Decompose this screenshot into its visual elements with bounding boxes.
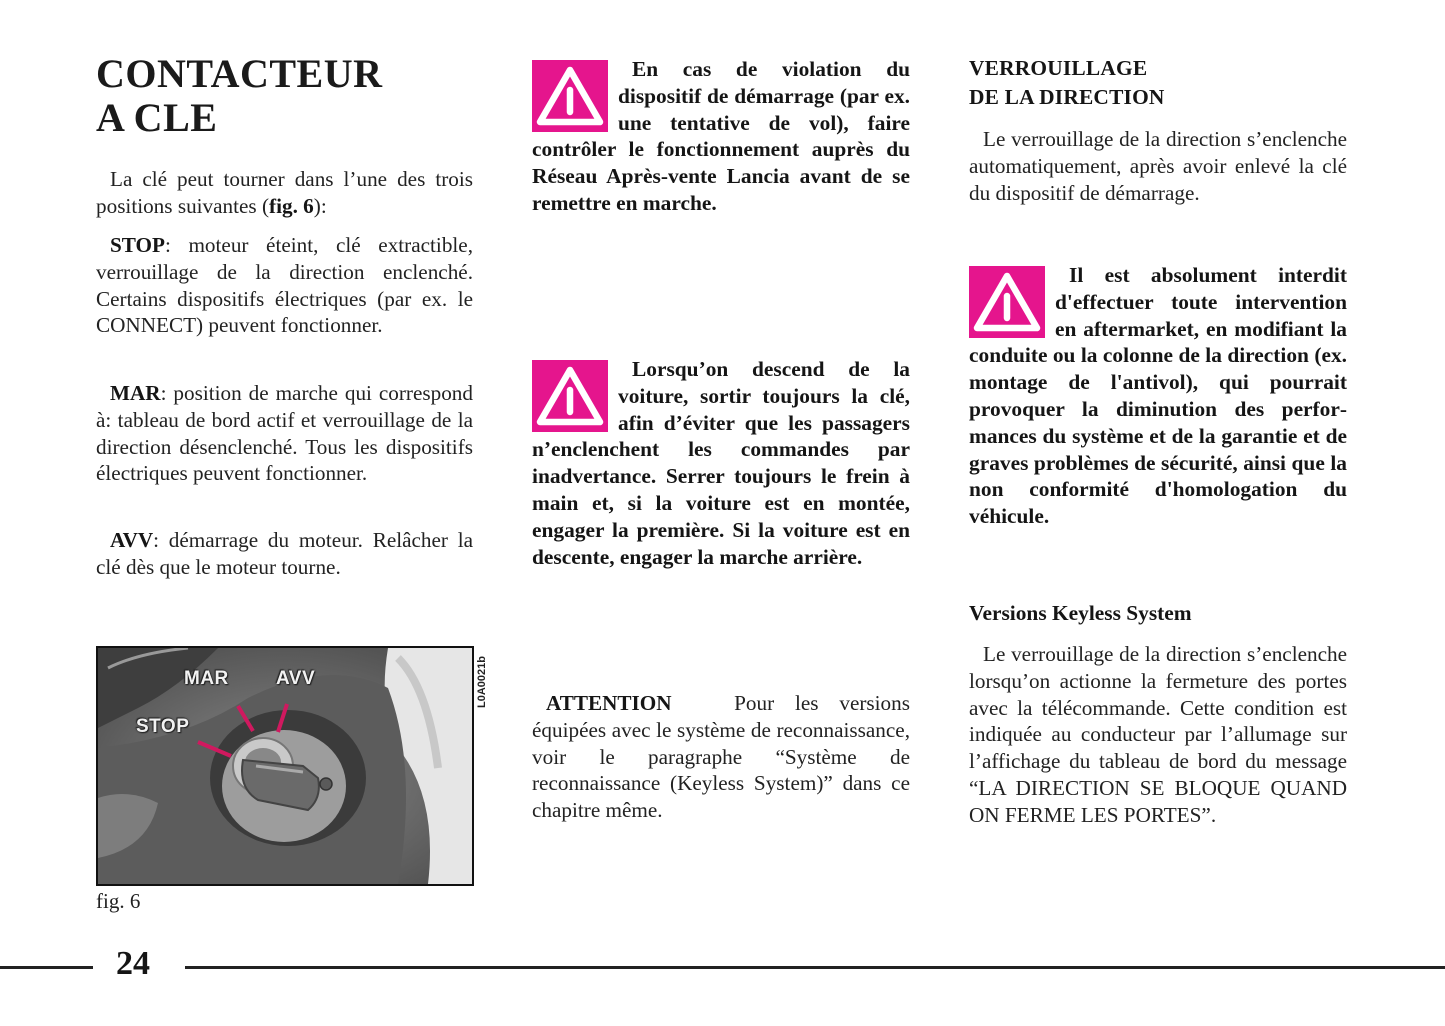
footer-rule-right [185,966,1445,969]
figure-caption: fig. 6 [96,889,141,913]
figure-label-avv: AVV [276,668,316,689]
warning-block-aftermarket [969,262,1347,530]
steering-lock-heading-line-2: DE LA DIRECTION [969,85,1165,109]
warning-block-violation [532,56,910,217]
position-avv-paragraph [96,527,473,581]
attention-text: Pour les versions équipées avec le système de reconnaissance, voir le paragraphe “Système de reconnaissance (Keyless System)” dans ce chapitre même. [532,691,910,823]
attention-label: ATTENTION [546,691,672,715]
page-title-line-2: A CLE [96,95,218,140]
intro-paragraph [96,166,473,220]
page-title [96,52,383,140]
position-stop-key: STOP [110,233,165,257]
intro-text: La clé peut tourner dans l’une des trois positions suivantes ( [96,167,473,218]
keyless-heading: Versions Keyless System [969,601,1192,625]
keyless-paragraph: Le verrouillage de la direction s’enclenche lorsqu’on actionne la fermeture des portes avec la télécommande. Cette condition est indiquée au conducteur par l’allumage sur l’affichage du tableau de bord du message “LA DIRECTION SE BLOQUE QUAND ON FERME LES PORTES”. [969,642,1347,827]
footer-rule-left [0,966,93,969]
figure-label-stop: STOP [136,716,190,737]
position-stop-text: : moteur éteint, clé extractible, verrouillage de la direction enclenché. Certains dispositifs électriques (par ex. le CONNECT) peuvent fonctionner. [96,233,473,338]
position-avv-key: AVV [110,528,154,552]
steering-lock-heading-line-1: VERROUILLAGE [969,56,1148,80]
warning-triangle-icon [532,360,608,432]
figure-label-mar: MAR [184,668,229,689]
warning-triangle-icon [532,60,608,132]
warning-leave-car-text: Lorsqu’on descend de la voiture, sortir toujours la clé, afin d’éviter que les passagers n’enclenchent les commandes par inadvertance. Serrer toujours le frein à main et, si la voiture est en montée, engager la première. Si la voiture est en descente, engager la marche arrière. [532,357,910,569]
position-avv-text: : démarrage du moteur. Relâcher la clé dès que le moteur tourne. [96,528,473,579]
steering-lock-paragraph: Le verrouillage de la direction s’enclenche automatiquement, après avoir enlevé la clé du dispositif de démarrage. [969,127,1347,205]
position-mar-paragraph [96,380,473,487]
warning-block-leave-car [532,356,910,570]
intro-end: ): [313,193,327,218]
warning-triangle-icon [969,266,1045,338]
figure-reference-link[interactable]: fig. 6 [269,193,314,218]
page-number: 24 [116,945,150,982]
position-stop-paragraph [96,232,473,339]
page-title-line-1: CONTACTEUR [96,51,383,96]
ignition-switch-figure [96,646,474,886]
position-mar-text: : position de marche qui correspond à: tableau de bord actif et verrouillage de la direction désenclenché. Tous les dispositifs électriques peuvent fonctionner. [96,381,473,486]
figure-code: L0A0021b [476,656,488,708]
steering-lock-heading [969,54,1165,112]
position-mar-key: MAR [110,381,161,405]
warning-violation-text: En cas de violation du dispositif de démarrage (par ex. une tentative de vol), faire contrôler le fonctionnement auprès du Réseau Après-vente Lancia avant de se remettre en marche. [532,57,910,215]
warning-aftermarket-text: Il est absolument interdit d'effectuer toute intervention en aftermarket, en modifiant la conduite ou la colonne de la direction (ex. montage de l'antivol), qui pourrait provoquer la diminution des performances du système et de la garantie et de graves problèmes de sécurité, ainsi que la non conformité d'homologation du véhicule. [969,263,1347,529]
attention-paragraph [532,690,910,824]
